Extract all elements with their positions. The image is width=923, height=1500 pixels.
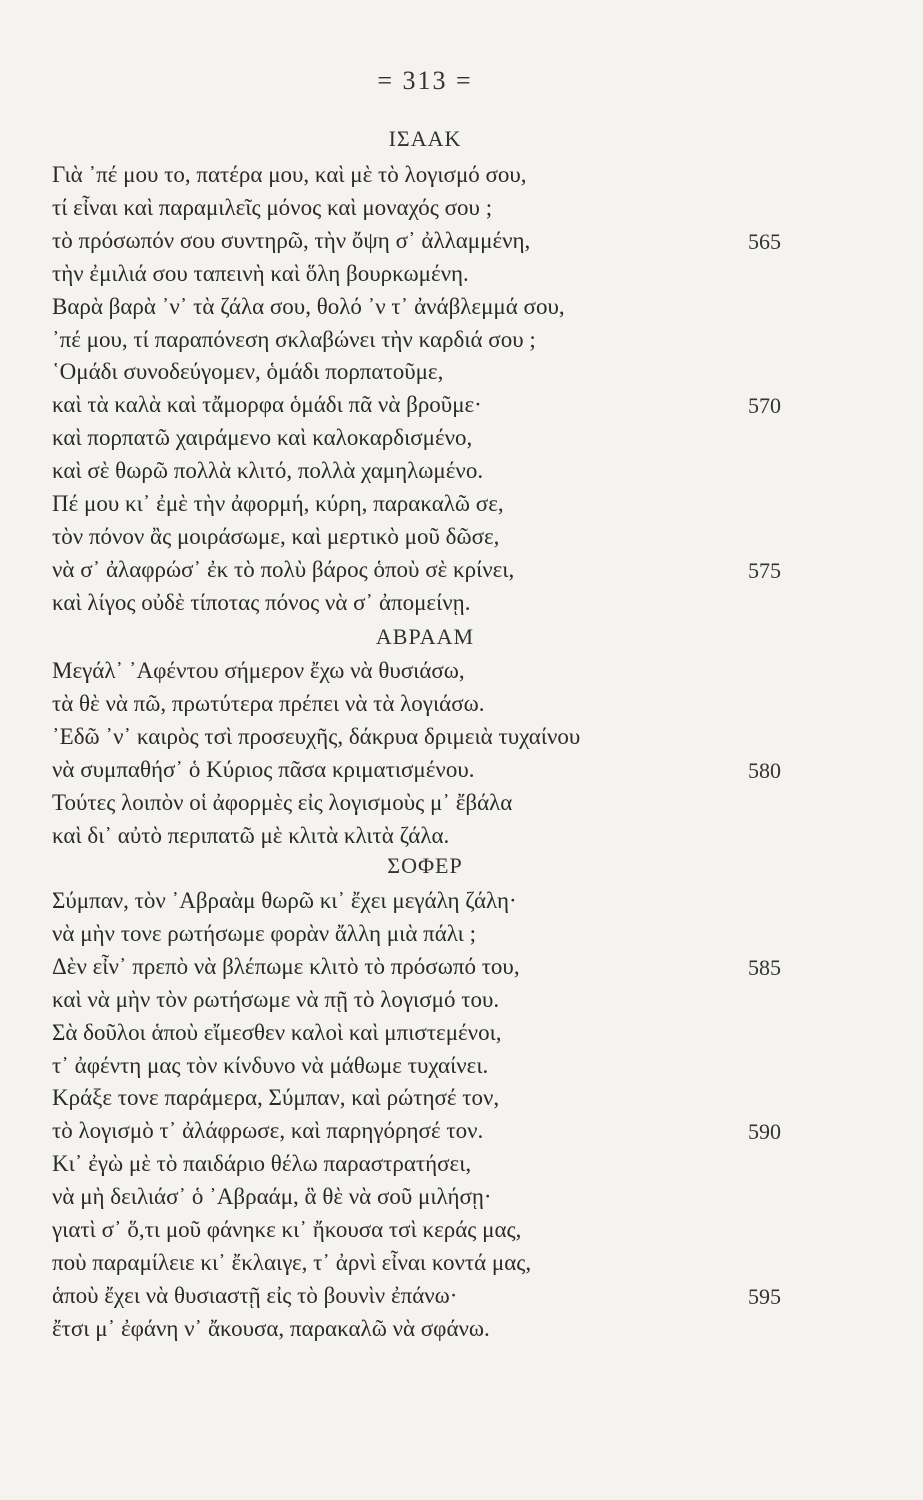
verse-line: καὶ τὰ καλὰ καὶ τἄμορφα ὁμάδι πᾶ νὰ βροῦμε· — [52, 392, 482, 418]
verse-line: ἁποὺ ἔχει νὰ θυσιαστῇ εἰς τὸ βουνὶν ἐπάνω· — [52, 1282, 458, 1308]
line-number: 595 — [748, 1283, 781, 1309]
verse-line: ἔτσι μ᾿ ἐφάνη ν᾿ ἄκουσα, παρακαλῶ νὰ σφάνω. — [52, 1315, 490, 1341]
verse-line: Σὰ δοῦλοι ἁποὺ εἴμεσθεν καλοὶ καὶ μπιστεμένοι, — [52, 1019, 502, 1045]
verse-line: Πέ μου κι᾿ ἐμὲ τὴν ἀφορμή, κύρη, παρακαλῶ σε, — [52, 491, 504, 516]
line-number: 570 — [748, 393, 781, 419]
verse-line: νὰ σ᾿ ἀλαφρώσ᾿ ἐκ τὸ πολὺ βάρος ὁποὺ σὲ κρίνει, — [52, 556, 515, 582]
verse-line: ῾Ομάδι συνοδεύγομεν, ὁμάδι πορπατοῦμε, — [52, 359, 444, 385]
speaker-name: ΙΣΑΑΚ — [388, 126, 462, 151]
verse-line: Βαρὰ βαρὰ ᾿ν᾿ τὰ ζάλα σου, θολό ᾿ν τ᾿ ἀνάβλεμμά σου, — [52, 293, 565, 319]
verse-line: καὶ νὰ μὴν τὸν ρωτήσωμε νὰ πῇ τὸ λογισμό του. — [52, 986, 500, 1012]
verse-line: καὶ πορπατῶ χαιράμενο καὶ καλοκαρδισμένο, — [52, 425, 473, 451]
verse-line: γιατὶ σ᾿ ὅ,τι μοῦ φάνηκε κι᾿ ἤκουσα τσὶ κεράς μας, — [52, 1217, 522, 1242]
speaker-name: ΑΒΡΑΑΜ — [375, 624, 475, 649]
verse-line: Μεγάλ᾿ ᾿Αφέντου σήμερον ἔχω νὰ θυσιάσω, — [52, 658, 465, 683]
verse-line: Κράξε τονε παράμερα, Σύμπαν, καὶ ρώτησέ τον, — [52, 1085, 500, 1111]
line-number: 585 — [748, 954, 781, 980]
line-number: 565 — [748, 228, 781, 254]
line-number: 590 — [748, 1119, 781, 1145]
page-number: = 313 = — [377, 66, 473, 95]
verse-line: νὰ μὴν τονε ρωτήσωμε φορὰν ἄλλη μιὰ πάλι ; — [52, 920, 476, 946]
verse-line: νὰ μὴ δειλιάσ᾿ ὁ ᾿Αβραάμ, ἃ θὲ νὰ σοῦ μιλήσῃ· — [52, 1184, 492, 1210]
verse-line: καὶ σὲ θωρῶ πολλὰ κλιτό, πολλὰ χαμηλωμένο. — [52, 458, 484, 484]
verse-line: Κι᾿ ἐγὼ μὲ τὸ παιδάριο θέλω παραστρατήσει, — [52, 1151, 472, 1177]
verse-line: τί εἶναι καὶ παραμιλεῖς μόνος καὶ μοναχός σου ; — [52, 194, 493, 220]
verse-line: νὰ συμπαθήσ᾿ ὁ Κύριος πᾶσα κριματισμένου. — [52, 756, 475, 782]
speaker-name: ΣΟΦΕΡ — [387, 853, 463, 878]
verse-line: ᾿Εδῶ ᾿ν᾿ καιρὸς τσὶ προσευχῆς, δάκρυα δριμειὰ τυχαίνου — [52, 723, 581, 749]
verse-line: τὴν ἐμιλιά σου ταπεινὴ καὶ ὅλη βουρκωμένη. — [52, 260, 469, 286]
verse-line: ποὺ παραμίλειε κι᾿ ἔκλαιγε, τ᾿ ἀρνὶ εἶναι κοντά μας, — [52, 1249, 532, 1275]
verse-line: καὶ λίγος οὐδὲ τίποτας πόνος νὰ σ᾿ ἀπομείνῃ. — [52, 589, 471, 615]
verse-line: τ᾿ ἀφέντη μας τὸν κίνδυνο νὰ μάθωμε τυχαίνει. — [52, 1052, 489, 1078]
verse-line: τὰ θὲ νὰ πῶ, πρωτύτερα πρέπει νὰ τὰ λογιάσω. — [52, 690, 485, 716]
verse-line: Τούτες λοιπὸν οἱ ἀφορμὲς εἰς λογισμοὺς μ᾿ ἔβάλα — [52, 789, 513, 815]
verse-line: Γιὰ ᾿πέ μου το, πατέρα μου, καὶ μὲ τὸ λογισμό σου, — [52, 162, 527, 187]
verse-line: καὶ δι᾿ αὐτὸ περιπατῶ μὲ κλιτὰ κλιτὰ ζάλα. — [52, 822, 450, 848]
line-number: 580 — [748, 757, 781, 783]
verse-line: τὸ πρόσωπόν σου συντηρῶ, τὴν ὄψη σ᾿ ἀλλαμμένη, — [52, 227, 531, 253]
verse-line: ᾿πέ μου, τί παραπόνεση σκλαβώνει τὴν καρδιά σου ; — [52, 326, 536, 352]
verse-line: τὸν πόνον ἂς μοιράσωμε, καὶ μερτικὸ μοῦ δῶσε, — [52, 523, 500, 549]
verse-line: Σύμπαν, τὸν ᾿Αβραὰμ θωρῶ κι᾿ ἔχει μεγάλη ζάλη· — [52, 888, 517, 913]
verse-line: τὸ λογισμὸ τ᾿ ἀλάφρωσε, καὶ παρηγόρησέ τον. — [52, 1118, 484, 1144]
verse-line: Δὲν εἶν᾿ πρεπὸ νὰ βλέπωμε κλιτὸ τὸ πρόσωπό του, — [52, 953, 520, 979]
line-number: 575 — [748, 557, 781, 583]
